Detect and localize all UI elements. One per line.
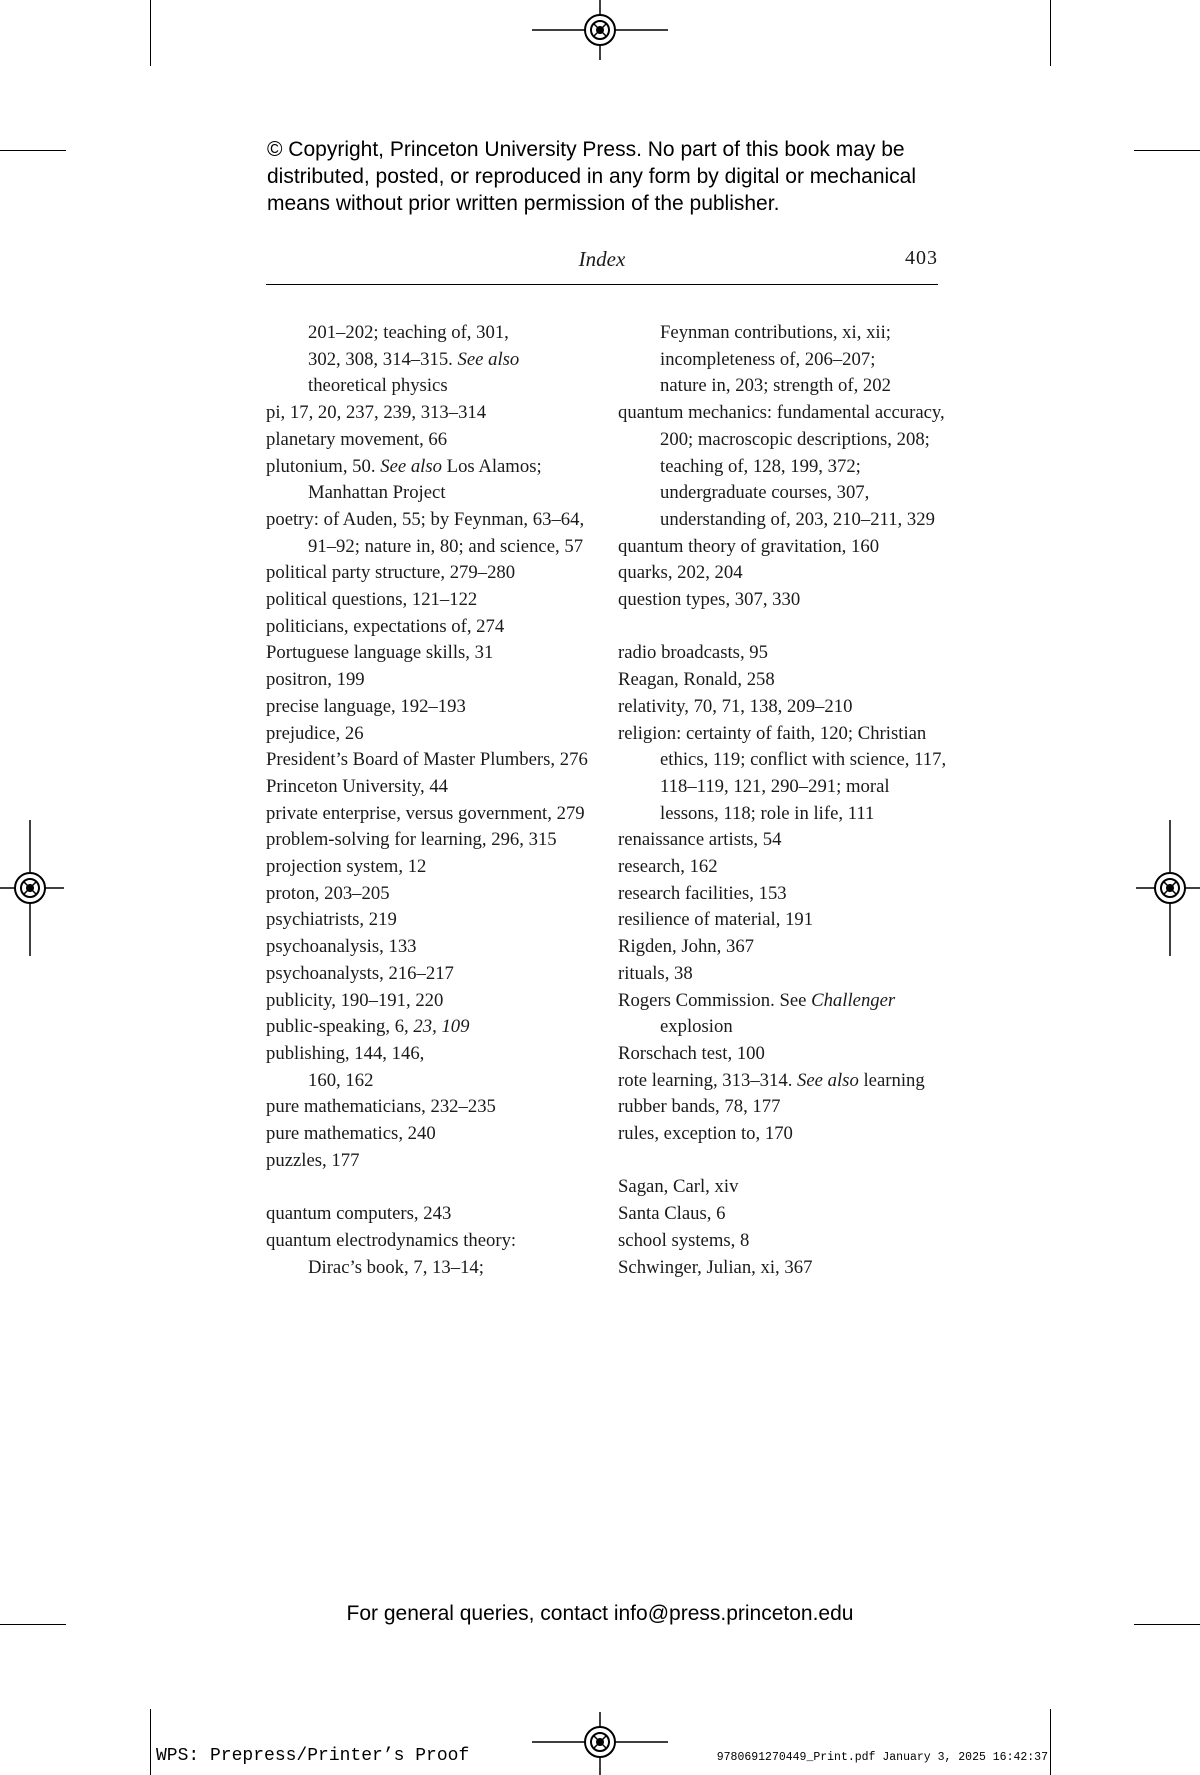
index-entry <box>266 667 596 694</box>
index-entry <box>618 1041 948 1068</box>
index-entry <box>266 961 596 988</box>
index-entry <box>618 560 948 587</box>
index-entry <box>618 640 948 667</box>
index-entry-text: projection system, 12 <box>266 856 427 878</box>
index-entry-text: politicians, expectations of, 274 <box>266 615 505 637</box>
index-entry-text: Portuguese language skills, 31 <box>266 642 494 664</box>
index-entry-text: Sagan, Carl, xiv <box>618 1176 739 1198</box>
index-entry <box>618 1174 948 1201</box>
index-entry-continuation <box>266 1068 596 1095</box>
running-head-title: Index <box>578 247 626 271</box>
index-entry-text: nature in, 203; strength of, 202 <box>660 375 891 397</box>
index-entry <box>266 774 596 801</box>
index-entry-text: question types, 307, 330 <box>618 589 801 611</box>
index-entry-text: research, 162 <box>618 856 718 878</box>
index-entry <box>618 1121 948 1148</box>
index-entry-text: Schwinger, Julian, xi, 367 <box>618 1256 813 1278</box>
index-entry-text: Santa Claus, 6 <box>618 1203 726 1225</box>
index-entry <box>618 400 948 534</box>
index-entry <box>266 507 596 560</box>
index-entry-text: quarks, 202, 204 <box>618 562 743 584</box>
index-entry-text: quantum mechanics: fundamental accuracy, 200; macroscopic descriptions, 208; teaching of, 128, 199, 372; undergraduate courses, 307, understanding of, 203, 210–211, 329 <box>618 402 945 530</box>
crop-mark <box>1134 150 1200 151</box>
index-entry <box>266 934 596 961</box>
index-entry <box>266 721 596 748</box>
index-entry-text: theoretical physics <box>308 375 448 397</box>
index-entry-continuation <box>266 373 596 400</box>
index-entry-text: psychoanalysis, 133 <box>266 936 417 958</box>
index-entry-text: psychiatrists, 219 <box>266 909 397 931</box>
index-entry-text: Rorschach test, 100 <box>618 1042 765 1064</box>
index-entry-text: publicity, 190–191, 220 <box>266 989 444 1011</box>
index-entry-text: problem-solving for learning, 296, 315 <box>266 829 557 851</box>
index-entry-text: proton, 203–205 <box>266 882 390 904</box>
index-entry-italic-text: See also <box>380 455 442 477</box>
index-entry-text: school systems, 8 <box>618 1229 750 1251</box>
index-entry-text: rubber bands, 78, 177 <box>618 1096 781 1118</box>
registration-mark-icon <box>532 0 668 60</box>
index-entry <box>266 1148 596 1175</box>
index-entry-continuation <box>618 320 948 347</box>
index-entry-text: poetry: of Auden, 55; by Feynman, 63–64, 91–92; nature in, 80; and science, 57 <box>266 508 585 557</box>
index-entry <box>266 1041 596 1068</box>
index-entry <box>618 907 948 934</box>
index-entry <box>618 1228 948 1255</box>
index-entry-italic-text: See also <box>797 1069 859 1091</box>
index-entry <box>266 801 596 828</box>
index-entry-text: pure mathematics, 240 <box>266 1123 436 1145</box>
index-entry-text: precise language, 192–193 <box>266 695 466 717</box>
index-entry <box>618 721 948 828</box>
index-entry <box>618 881 948 908</box>
general-queries-footer: For general queries, contact info@press.princeton.edu <box>346 1602 854 1625</box>
index-entry-text: learning <box>858 1069 925 1091</box>
index-entry-text: psychoanalysts, 216–217 <box>266 962 454 984</box>
index-entry-text: 160, 162 <box>308 1069 374 1091</box>
index-entry <box>266 640 596 667</box>
letter-group-gap <box>266 1175 596 1202</box>
index-entry <box>266 881 596 908</box>
index-entry-continuation <box>266 347 596 374</box>
index-entry <box>266 694 596 721</box>
index-entry-continuation <box>266 320 596 347</box>
index-entry-text: Reagan, Ronald, 258 <box>618 669 775 691</box>
index-entry-continuation <box>618 347 948 374</box>
index-entry-text: puzzles, 177 <box>266 1149 360 1171</box>
index-entry-text: prejudice, 26 <box>266 722 364 744</box>
index-entry-text: positron, 199 <box>266 669 365 691</box>
index-entry <box>266 988 596 1015</box>
proof-file-info: 9780691270449_Print.pdf January 3, 2025 16:42:37 <box>716 1751 1048 1764</box>
index-entry <box>266 854 596 881</box>
index-entry <box>266 827 596 854</box>
index-column-left <box>266 320 596 1281</box>
index-entry-text: renaissance artists, 54 <box>618 829 782 851</box>
index-entry <box>618 1094 948 1121</box>
letter-group-gap <box>618 1148 948 1175</box>
index-entry-continuation <box>266 1255 596 1282</box>
copyright-notice <box>267 136 987 217</box>
index-entry <box>618 694 948 721</box>
index-entry <box>618 587 948 614</box>
index-entry <box>618 961 948 988</box>
index-entry-italic-text: 23, 109 <box>413 1016 470 1038</box>
index-entry-text: Princeton University, 44 <box>266 775 449 797</box>
index-entry <box>618 667 948 694</box>
index-entry <box>266 1094 596 1121</box>
index-entry-text: Feynman contributions, xi, xii; <box>660 322 891 343</box>
proof-label: WPS: Prepress/Printer’s Proof <box>156 1746 470 1766</box>
index-entry <box>266 587 596 614</box>
index-entry-text: rituals, 38 <box>618 962 693 984</box>
index-entry-text: political questions, 121–122 <box>266 589 478 611</box>
index-entry-text: private enterprise, versus government, 279 <box>266 802 585 824</box>
index-entry <box>266 907 596 934</box>
index-entry <box>618 1255 948 1282</box>
index-entry-text: 302, 308, 314–315. <box>308 348 458 370</box>
registration-mark-icon <box>0 820 64 956</box>
index-entry-text: pi, 17, 20, 237, 239, 313–314 <box>266 402 487 424</box>
index-entry-text: public-speaking, 6, <box>266 1016 414 1038</box>
index-entry-text: explosion <box>660 1016 733 1038</box>
index-entry-text: political party structure, 279–280 <box>266 562 516 584</box>
index-entry <box>266 614 596 641</box>
index-entry-text: radio broadcasts, 95 <box>618 642 768 664</box>
index-entry <box>618 827 948 854</box>
running-head <box>266 244 938 285</box>
index-entry <box>266 427 596 454</box>
index-entry <box>618 934 948 961</box>
crop-mark <box>0 150 66 151</box>
index-entry-text: research facilities, 153 <box>618 882 787 904</box>
index-entry-text: resilience of material, 191 <box>618 909 814 931</box>
letter-group-gap <box>618 614 948 641</box>
index-entry-continuation <box>618 373 948 400</box>
index-entry-italic-text: Challenger <box>811 989 896 1011</box>
index-column-right <box>618 320 948 1281</box>
index-entry <box>266 1201 596 1228</box>
index-entry <box>266 1121 596 1148</box>
page-number: 403 <box>905 247 938 269</box>
index-entry <box>266 454 596 507</box>
index-entry-text: publishing, 144, 146, <box>266 1042 425 1064</box>
crop-mark <box>1050 1709 1051 1775</box>
index-entry-text: religion: certainty of faith, 120; Christian ethics, 119; conflict with science, 117, 118–119, 121, 290–291; moral lessons, 118; role in life, 111 <box>618 722 947 824</box>
index-entry-text: President’s Board of Master Plumbers, 276 <box>266 749 588 771</box>
index-entry-text: quantum theory of gravitation, 160 <box>618 535 880 557</box>
index-entry-text: relativity, 70, 71, 138, 209–210 <box>618 695 853 717</box>
index-entry <box>266 747 596 774</box>
index-entry-text: planetary movement, 66 <box>266 428 448 450</box>
index-entry <box>618 854 948 881</box>
index-entry-text: quantum computers, 243 <box>266 1203 452 1225</box>
index-entry <box>618 1201 948 1228</box>
index-entry-text: Dirac’s book, 7, 13–14; <box>308 1256 484 1278</box>
crop-mark <box>1050 0 1051 66</box>
index-entry-text: 201–202; teaching of, 301, <box>308 322 509 343</box>
copyright-line: distributed, posted, or reproduced in any form by digital or mechanical <box>267 165 917 188</box>
index-entry <box>266 1228 596 1255</box>
index-entry-text: quantum electrodynamics theory: <box>266 1229 517 1251</box>
index-entry-italic-text: See also <box>457 348 520 370</box>
index-entry <box>618 988 948 1041</box>
copyright-line: © Copyright, Princeton University Press. No part of this book may be <box>267 138 905 161</box>
registration-mark-icon <box>1136 820 1200 956</box>
index-entry-text: incompleteness of, 206–207; <box>660 348 876 370</box>
crop-mark <box>150 0 151 66</box>
index-entry-text: plutonium, 50. <box>266 455 381 477</box>
index-entry-text: pure mathematicians, 232–235 <box>266 1096 496 1118</box>
index-entry-text: Rogers Commission. See <box>618 989 812 1011</box>
copyright-line: means without prior written permission of the publisher. <box>267 192 780 215</box>
index-entry-text: Rigden, John, 367 <box>618 936 755 958</box>
registration-mark-icon <box>532 1712 668 1775</box>
index-entry-text: rules, exception to, 170 <box>618 1123 793 1145</box>
index-entry <box>618 1068 948 1095</box>
index-entry <box>266 560 596 587</box>
index-entry <box>266 400 596 427</box>
index-entry-text: Los Alamos; Manhattan Project <box>308 455 542 504</box>
index-entry <box>266 1014 596 1041</box>
crop-mark <box>150 1709 151 1775</box>
index-entry-text: rote learning, 313–314. <box>618 1069 798 1091</box>
index-entry <box>618 534 948 561</box>
